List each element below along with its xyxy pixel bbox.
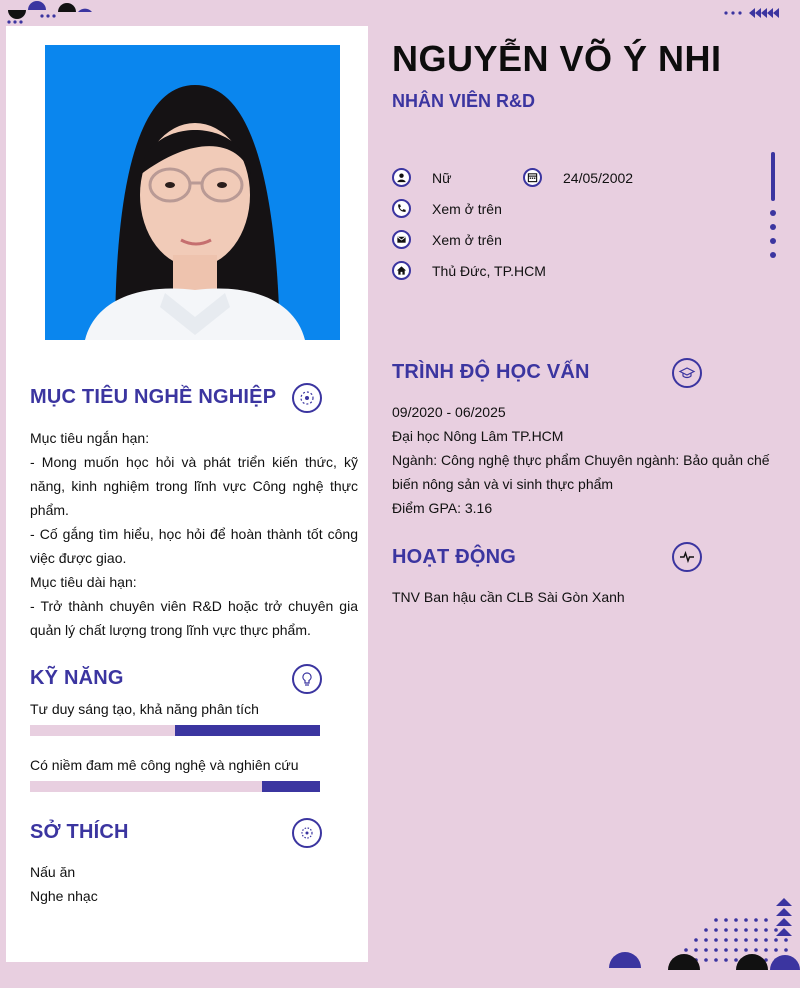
phone-icon xyxy=(392,199,411,218)
phone-value: Xem ở trên xyxy=(432,200,502,217)
address-row xyxy=(392,261,546,280)
star-icon xyxy=(292,818,322,848)
education-period: 09/2020 - 06/2025 xyxy=(392,404,506,420)
objective-line: - Mong muốn học hỏi và phát triển kiến thức, kỹ năng, kinh nghiệm trong lĩnh vực Công nghệ thực phẩm. xyxy=(30,454,358,518)
skill-label: Có niềm đam mê công nghệ và nghiên cứu xyxy=(30,757,299,773)
hobby-item: Nấu ăn xyxy=(30,864,76,880)
email-value: Xem ở trên xyxy=(432,231,502,248)
top-right-decoration xyxy=(720,5,782,21)
decorative-line xyxy=(771,152,775,201)
objective-text xyxy=(30,426,358,642)
activities-title: HOẠT ĐỘNG xyxy=(392,546,517,568)
objective-line: - Trở thành chuyên viên R&D hoặc trở chuyên gia quản lý chất lượng trong lĩnh vực thực phẩm. xyxy=(30,598,358,638)
graduation-cap-icon xyxy=(672,358,702,388)
decorative-dot xyxy=(770,252,776,258)
profile-photo xyxy=(45,45,340,340)
decorative-dot xyxy=(770,238,776,244)
skills-title: KỸ NĂNG xyxy=(30,667,124,689)
activity-icon xyxy=(672,542,702,572)
skill-bar-fill xyxy=(262,781,320,792)
gender-row xyxy=(392,168,451,187)
home-icon xyxy=(392,261,411,280)
birthdate-row xyxy=(523,168,633,187)
phone-row xyxy=(392,199,502,218)
objective-line: - Cố gắng tìm hiểu, học hỏi để hoàn thành tốt công việc được giao. xyxy=(30,526,358,566)
candidate-name: NGUYỄN VÕ Ý NHI xyxy=(392,38,722,79)
user-icon xyxy=(392,168,411,187)
skill-label: Tư duy sáng tạo, khả năng phân tích xyxy=(30,701,259,717)
calendar-icon xyxy=(523,168,542,187)
address-value: Thủ Đức, TP.HCM xyxy=(432,262,546,279)
education-gpa: Điểm GPA: 3.16 xyxy=(392,500,493,516)
education-title: TRÌNH ĐỘ HỌC VẤN xyxy=(392,361,590,383)
objective-line: Mục tiêu ngắn hạn: xyxy=(30,430,150,446)
bottom-right-decoration xyxy=(606,888,800,988)
target-icon xyxy=(292,383,322,413)
email-row xyxy=(392,230,502,249)
education-details xyxy=(392,400,772,520)
candidate-role: NHÂN VIÊN R&D xyxy=(392,91,536,111)
gender-value: Nữ xyxy=(432,169,452,186)
hobby-item: Nghe nhạc xyxy=(30,888,98,904)
activity-item: TNV Ban hậu cần CLB Sài Gòn Xanh xyxy=(392,589,625,605)
decorative-dot xyxy=(770,224,776,230)
lightbulb-icon xyxy=(292,664,322,694)
objective-line: Mục tiêu dài hạn: xyxy=(30,574,137,590)
decorative-dot xyxy=(770,210,776,216)
birthdate-value: 24/05/2002 xyxy=(563,169,634,186)
objective-title: MỤC TIÊU NGHỀ NGHIỆP xyxy=(30,386,277,408)
skill-bar xyxy=(30,725,320,736)
education-major: Ngành: Công nghệ thực phẩm Chuyên ngành: Bảo quản chế biến nông sản và vi sinh thực phẩm xyxy=(392,452,770,492)
skill-bar-fill xyxy=(175,725,320,736)
mail-icon xyxy=(392,230,411,249)
hobbies-title: SỞ THÍCH xyxy=(30,821,129,843)
education-school: Đại học Nông Lâm TP.HCM xyxy=(392,428,564,444)
skill-bar xyxy=(30,781,320,792)
